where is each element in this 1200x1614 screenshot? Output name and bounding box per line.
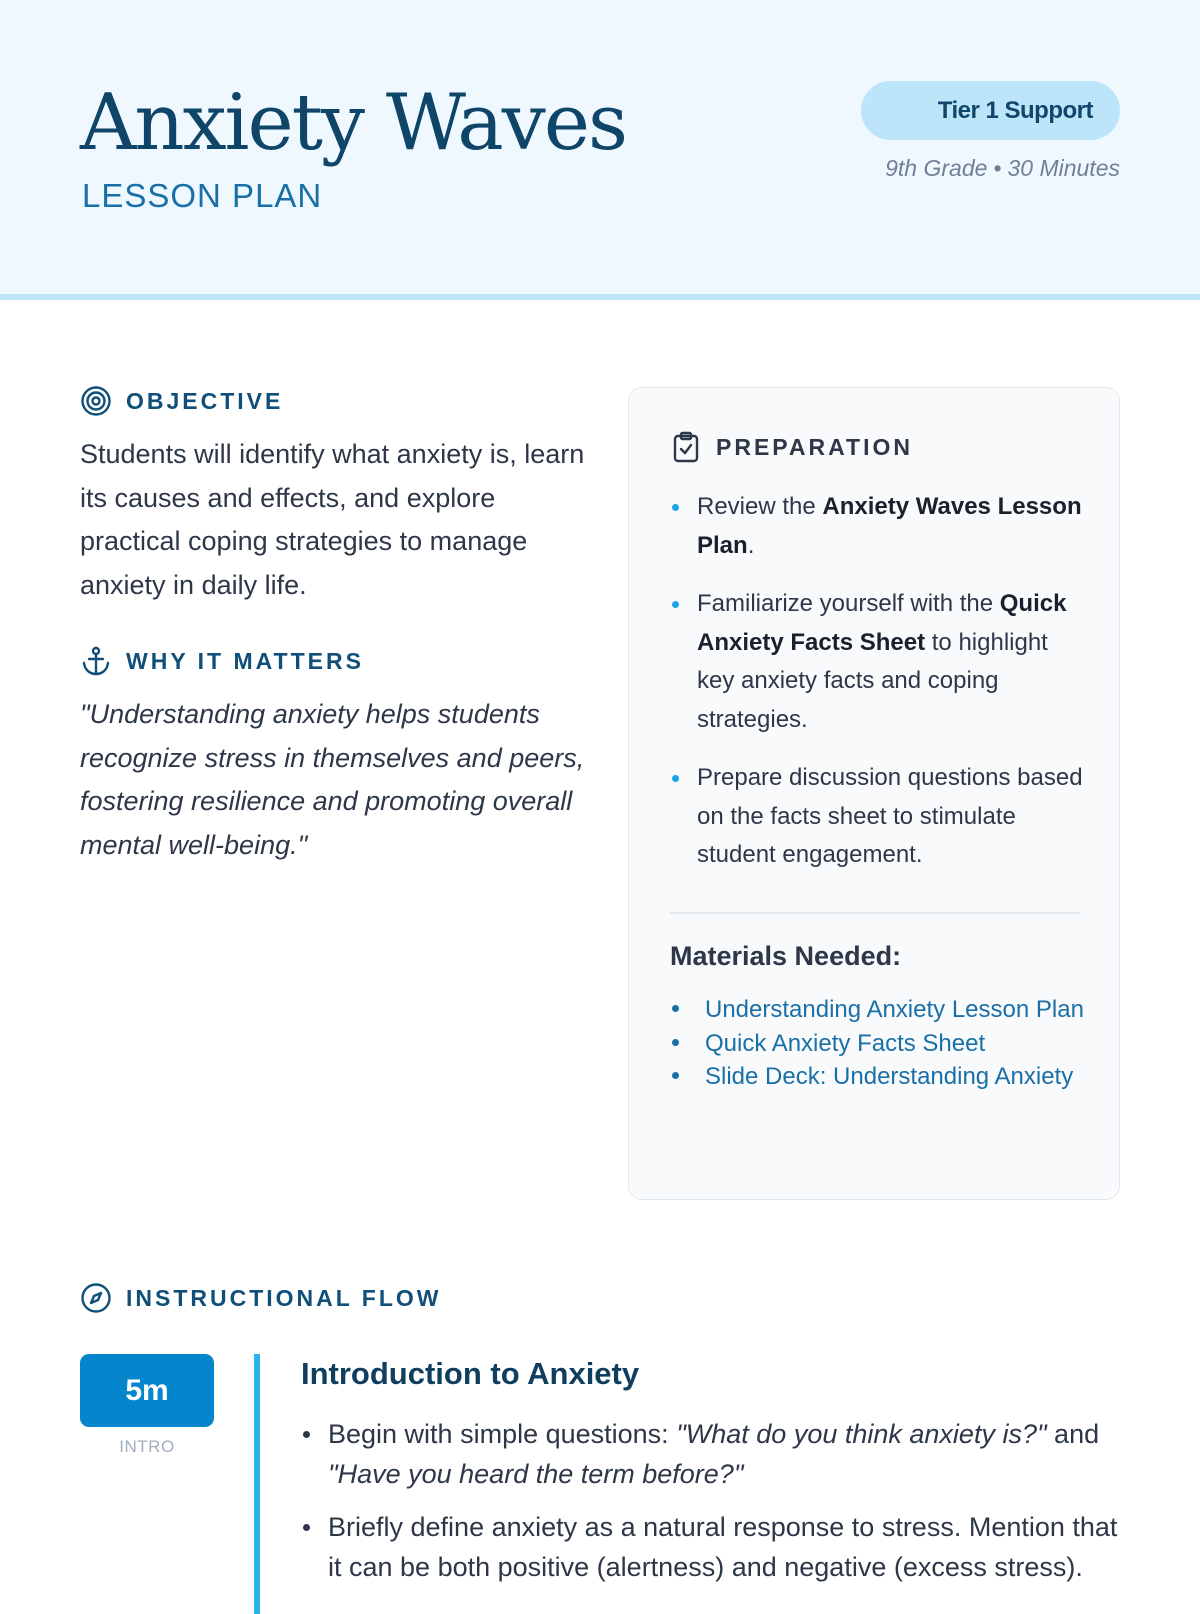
meta-separator: •	[993, 155, 1002, 181]
why-it-matters-quote: "Understanding anxiety helps students recognize stress in themselves and peers, fostering resilience and promoting overall mental well-being."	[80, 699, 585, 860]
why-it-matters-label: WHY IT MATTERS	[126, 647, 364, 674]
clipboard-check-icon	[670, 431, 702, 463]
prep-item-text: Review the	[697, 493, 823, 520]
step-bullet	[301, 1414, 1131, 1494]
step-bullet-list	[301, 1414, 1131, 1600]
prep-item-text: Familiarize yourself with the	[697, 590, 1000, 617]
material-item[interactable]	[670, 1027, 1090, 1061]
prep-item-text-end: to highlight key anxiety facts and coping strategies.	[697, 628, 1048, 733]
step-bullet	[301, 1507, 1131, 1587]
prep-item-text: Prepare discussion questions based on the facts sheet to stimulate student engagement.	[697, 764, 1083, 868]
phase-label: INTRO	[119, 1437, 175, 1456]
material-link[interactable]: Quick Anxiety Facts Sheet	[705, 1029, 986, 1057]
preparation-list	[670, 488, 1090, 895]
instructional-flow-label: INSTRUCTIONAL FLOW	[126, 1284, 442, 1311]
objective-heading	[80, 385, 283, 417]
time-badge: 5m	[80, 1354, 214, 1427]
objective-heading-label: OBJECTIVE	[126, 387, 284, 414]
page-title: Anxiety Waves	[80, 78, 627, 168]
step-title: Introduction to Anxiety	[301, 1356, 640, 1391]
anchor-icon	[80, 645, 112, 677]
grade-label: 9th Grade	[885, 155, 988, 181]
step-quote: "What do you think anxiety is?"	[676, 1419, 1047, 1449]
material-item[interactable]	[670, 1060, 1090, 1094]
material-link[interactable]: Understanding Anxiety Lesson Plan	[705, 996, 1084, 1023]
materials-list	[670, 993, 1090, 1094]
compass-icon	[80, 1282, 112, 1314]
step-bullet-text: and	[1046, 1419, 1100, 1449]
material-item[interactable]	[670, 993, 1090, 1027]
step-bullet-text: Briefly define anxiety as a natural response to stress. Mention that it can be both positive (alertness) and negative (excess stress).	[328, 1512, 1118, 1582]
preparation-item	[670, 488, 1090, 565]
step-bullet-text: Begin with simple questions:	[328, 1419, 677, 1449]
card-divider	[670, 912, 1080, 914]
prep-item-bold: Quick Anxiety Facts Sheet	[697, 590, 1067, 656]
preparation-card	[628, 387, 1120, 1200]
step-quote: "Have you heard the term before?"	[328, 1459, 744, 1489]
timeline-bar	[254, 1354, 260, 1614]
materials-title: Materials Needed:	[670, 941, 902, 971]
material-link[interactable]: Slide Deck: Understanding Anxiety	[705, 1063, 1074, 1090]
prep-item-bold: Anxiety Waves Lesson Plan	[697, 493, 1082, 559]
duration-label: 30 Minutes	[1007, 155, 1120, 181]
tier-badge: Tier 1 Support	[861, 81, 1120, 140]
preparation-heading	[670, 431, 913, 463]
objective-text: Students will identify what anxiety is, learn its causes and effects, and explore practical coping strategies to manage anxiety in daily life.	[80, 439, 585, 600]
lesson-meta	[885, 155, 1120, 182]
page-header	[0, 0, 1200, 300]
target-icon	[80, 385, 112, 417]
preparation-item	[670, 585, 1090, 739]
preparation-heading-label: PREPARATION	[716, 433, 913, 460]
why-it-matters-heading	[80, 645, 364, 677]
page-subtitle: LESSON PLAN	[82, 177, 323, 214]
prep-item-text-end: .	[747, 531, 755, 559]
instructional-flow-heading	[80, 1282, 442, 1314]
preparation-item	[670, 759, 1090, 875]
